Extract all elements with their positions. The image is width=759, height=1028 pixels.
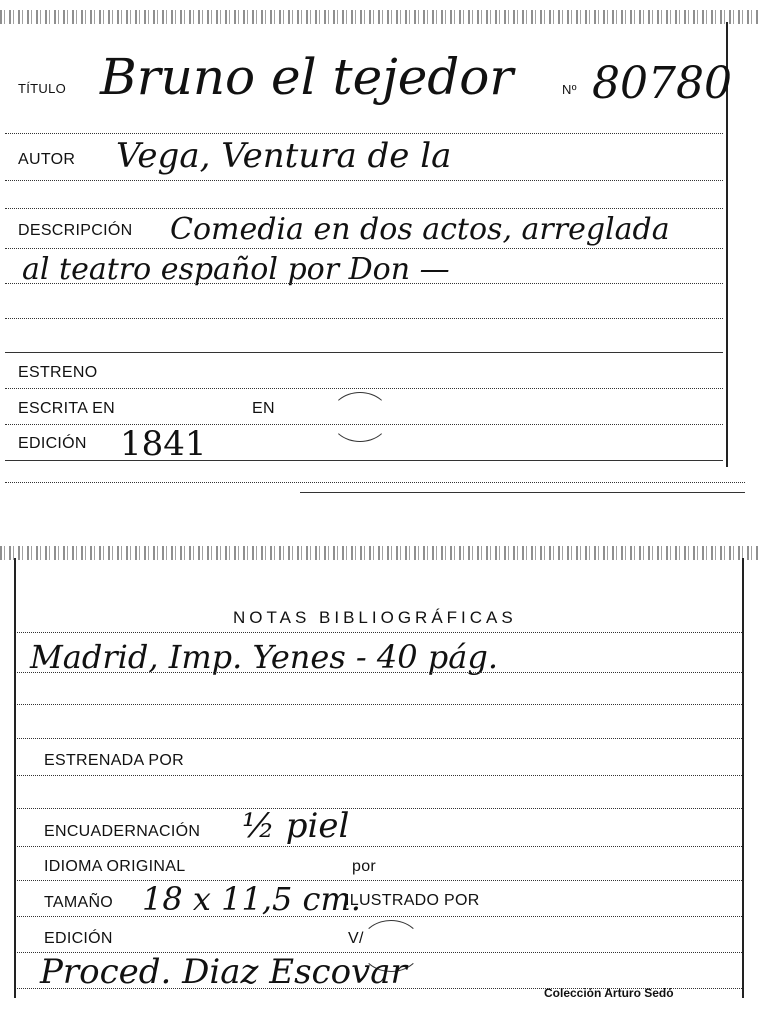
rule xyxy=(17,775,742,776)
descripcion-line2: al teatro español por Don — xyxy=(22,252,450,287)
titulo-label: TÍTULO xyxy=(18,81,67,96)
card-top-edge xyxy=(0,10,759,24)
por-label: por xyxy=(352,858,377,875)
descripcion-label: DESCRIPCIÓN xyxy=(18,222,133,239)
descripcion-line1: Comedia en dos actos, arreglada xyxy=(170,212,670,247)
rule xyxy=(5,388,723,389)
rule xyxy=(5,283,723,284)
card-bottom-edge xyxy=(5,482,745,483)
titulo-value: Bruno el tejedor xyxy=(100,48,514,106)
idioma-original-label: IDIOMA ORIGINAL xyxy=(44,858,186,875)
en-label: EN xyxy=(252,400,275,417)
card-bottom-edge xyxy=(300,492,745,493)
proced-value: Proced. Diaz Escovar xyxy=(40,952,407,992)
rule xyxy=(5,352,723,353)
escrita-en-label: ESCRITA EN xyxy=(18,400,115,417)
card-top-edge xyxy=(0,546,759,560)
ilustrado-por-label: ILUSTRADO POR xyxy=(345,892,480,909)
rule xyxy=(5,180,723,181)
catalog-card-back xyxy=(0,540,759,1000)
rule xyxy=(17,846,742,847)
notas-value: Madrid, Imp. Yenes - 40 pág. xyxy=(30,638,499,676)
card-left-border xyxy=(14,558,16,998)
v-label: V/ xyxy=(348,930,364,947)
numero-value: 80780 xyxy=(592,58,732,109)
edicion-label-back: EDICIÓN xyxy=(44,930,113,947)
rule xyxy=(17,672,742,673)
rule xyxy=(17,808,742,809)
encuadernacion-label: ENCUADERNACIÓN xyxy=(44,823,201,840)
rule xyxy=(17,916,742,917)
estreno-label: ESTRENO xyxy=(18,364,98,381)
rule xyxy=(17,738,742,739)
rule xyxy=(17,704,742,705)
catalog-card-front xyxy=(0,0,759,495)
estrenada-por-label: ESTRENADA POR xyxy=(44,752,184,769)
rule xyxy=(17,880,742,881)
stamp-mark xyxy=(330,392,390,442)
collection-footer: Colección Arturo Sedó xyxy=(544,986,674,1000)
tamano-label: TAMAÑO xyxy=(44,894,114,911)
encuadernacion-value: ½ piel xyxy=(242,806,350,846)
card-right-border xyxy=(742,558,744,998)
rule xyxy=(5,424,723,425)
rule xyxy=(5,208,723,209)
notas-heading: NOTAS BIBLIOGRÁFICAS xyxy=(233,608,517,627)
rule xyxy=(5,133,723,134)
rule xyxy=(5,318,723,319)
edicion-value: 1841 xyxy=(120,424,207,464)
autor-value: Vega, Ventura de la xyxy=(116,136,452,176)
rule xyxy=(5,248,723,249)
autor-label: AUTOR xyxy=(18,151,76,168)
rule xyxy=(17,632,742,633)
edicion-label: EDICIÓN xyxy=(18,435,87,452)
numero-label: Nº xyxy=(562,82,577,97)
tamano-value: 18 x 11,5 cm. xyxy=(142,880,361,918)
rule xyxy=(5,460,723,461)
